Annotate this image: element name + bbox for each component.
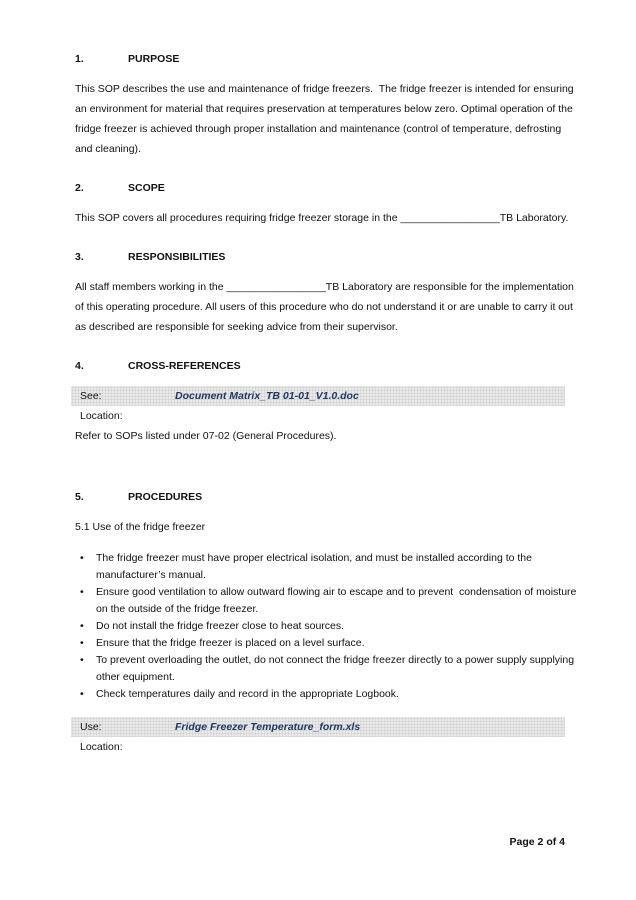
section-number: 3. xyxy=(75,251,84,263)
bullet-item: • Do not install the fridge freezer close to heat sources. xyxy=(75,618,578,635)
section-heading-cross-references xyxy=(75,359,578,373)
location-label: Location: xyxy=(80,741,123,753)
section-heading-responsibilities xyxy=(75,250,578,264)
section-title: SCOPE xyxy=(128,182,165,194)
section-heading-scope xyxy=(75,181,578,195)
bullet-item: • Ensure that the fridge freezer is placed on a level surface. xyxy=(75,635,578,652)
procedures-bullet-list xyxy=(75,550,578,703)
see-label: See: xyxy=(80,390,102,402)
purpose-paragraph: This SOP describes the use and maintenance of fridge freezers. The fridge freezer is intended for ensuring an environment for material that requires preservation at temperatures below zero. Optimal operation of the fridge freezer is achieved through proper installation and maintenance (control of temperature, defrosting and cleaning). xyxy=(75,83,577,155)
section-title: PROCEDURES xyxy=(128,491,203,503)
use-row xyxy=(71,717,565,737)
section-title: CROSS-REFERENCES xyxy=(128,360,241,372)
bullet-item: • The fridge freezer must have proper electrical isolation, and must be installed according to the manufacturer’s manual. xyxy=(75,550,578,584)
location-row xyxy=(71,406,565,426)
section-heading-purpose xyxy=(75,52,578,66)
section-number: 1. xyxy=(75,53,84,65)
use-reference-table xyxy=(71,717,565,757)
location-row xyxy=(71,737,565,757)
bullet-item: • To prevent overloading the outlet, do not connect the fridge freezer directly to a power supply supplying other equipment. xyxy=(75,652,578,686)
bullet-item: • Ensure good ventilation to allow outward flowing air to escape and to prevent condensation of moisture on the outside of the fridge freezer. xyxy=(75,584,578,618)
document-matrix-link[interactable]: Document Matrix_TB 01-01_V1.0.doc xyxy=(175,390,359,402)
see-row xyxy=(71,386,565,406)
section-title: PURPOSE xyxy=(128,53,180,65)
cross-reference-note: Refer to SOPs listed under 07-02 (General Procedures). xyxy=(75,430,337,442)
location-label: Location: xyxy=(80,410,123,422)
section-title: RESPONSIBILITIES xyxy=(128,251,226,263)
bullet-item: • Check temperatures daily and record in the appropriate Logbook. xyxy=(75,686,578,703)
section-number: 2. xyxy=(75,182,84,194)
temperature-form-link[interactable]: Fridge Freezer Temperature_form.xls xyxy=(175,721,361,733)
scope-paragraph: This SOP covers all procedures requiring fridge freezer storage in the _________________TB Laboratory. xyxy=(75,212,569,224)
section-number: 4. xyxy=(75,360,84,372)
section-heading-procedures xyxy=(75,490,578,504)
section-number: 5. xyxy=(75,491,84,503)
use-label: Use: xyxy=(80,721,102,733)
cross-reference-table xyxy=(71,386,565,426)
responsibilities-paragraph: All staff members working in the _________________TB Laboratory are responsible for the implementation of this operating procedure. All users of this procedure who do not understand it or are unable to carry it out as described are responsible for seeking advice from their supervisor. xyxy=(75,281,577,333)
page-number: Page 2 of 4 xyxy=(509,836,565,848)
subsection-title: 5.1 Use of the fridge freezer xyxy=(75,521,206,533)
